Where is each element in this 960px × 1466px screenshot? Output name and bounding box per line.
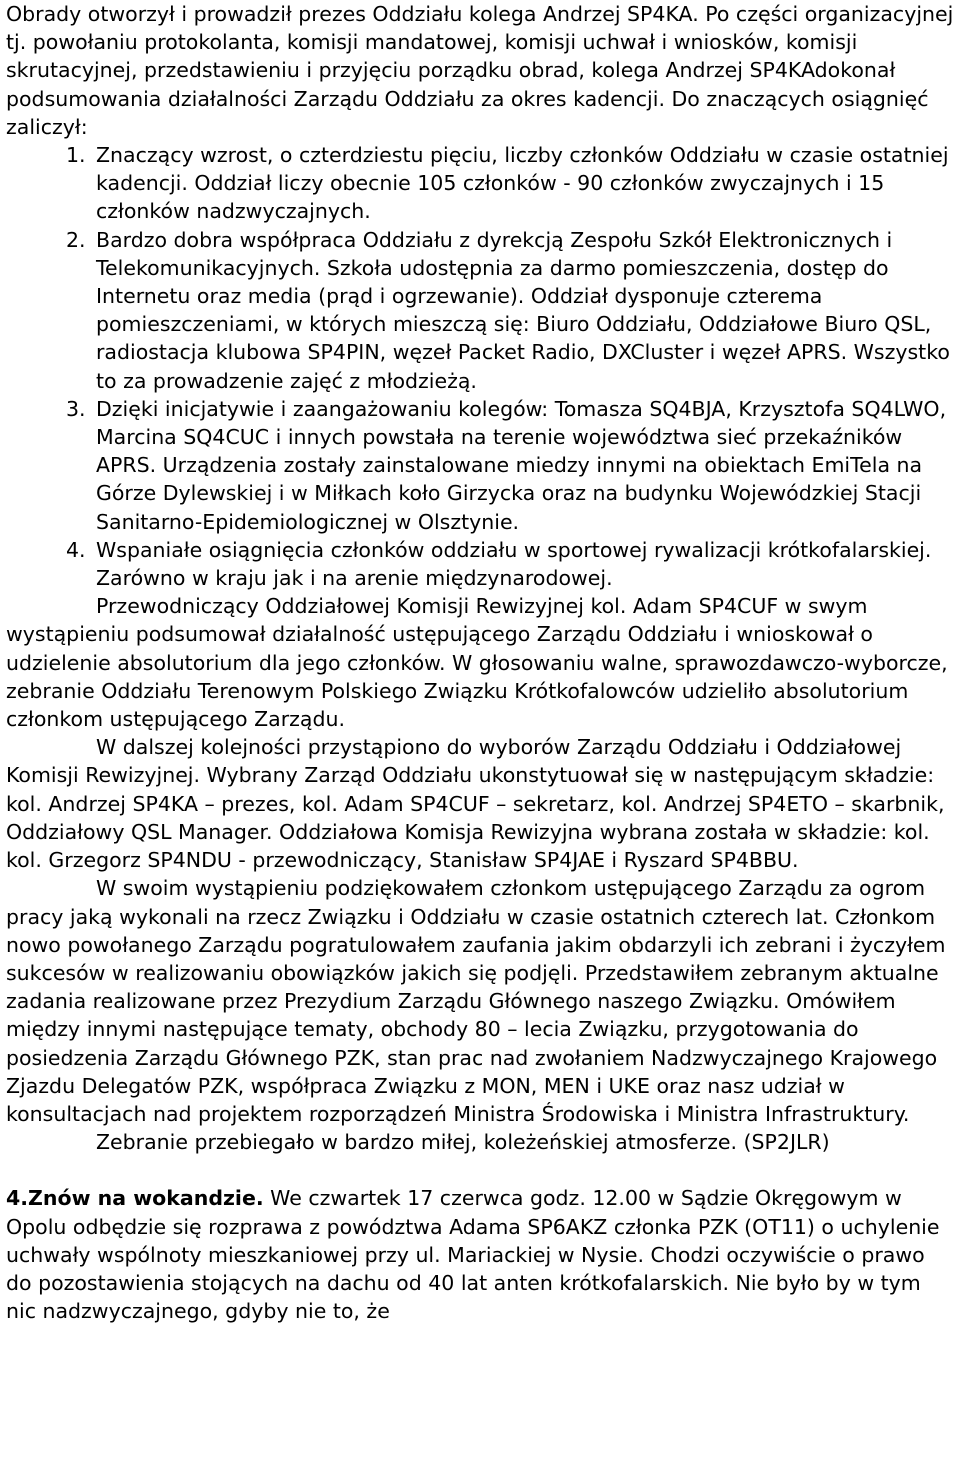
list-item [66,536,954,592]
list-item-text: Wspaniałe osiągnięcia członków oddziału w sportowej rywalizacji krótkofalarskiej. Zarówno w kraju jak i na arenie międzynarodowej. [96,537,932,591]
list-item [66,141,954,226]
list-item-text: Znaczący wzrost, o czterdziestu pięciu, liczby członków Oddziału w czasie ostatniej kadencji. Oddział liczy obecnie 105 członków - 90 członków zwyczajnych i 15 członków nadzwyczajnych. [96,143,949,224]
list-item-number: 2. [66,227,86,252]
list-item [66,395,954,536]
list-item-number: 3. [66,396,86,421]
body-paragraph-speech: W swoim wystąpieniu podziękowałem członkom ustępującego Zarządu za ogrom pracy jaką wykonali na rzecz Związku i Oddziału w czasie ostatnich czterech lat. Członkom nowo powołanego Zarządu pogratulowałem zaufania jakim obdarzyli ich zebrani i życzyłem sukcesów w realizowaniu obowiązków jakich się podjęli. Przedstawiłem zebranym aktualne zadania realizowane przez Prezydium Zarządu Głównego naszego Związku. Omówiłem między innymi następujące tematy, obchody 80 – lecia Związku, przygotowania do posiedzenia Zarządu Głównego PZK, stan prac nad zwołaniem Nadzwyczajnego Krajowego Zjazdu Delegatów PZK, współpraca Związku z MON, MEN i UKE oraz nasz udział w konsultacjach nad projektem rozporządzeń Ministra Środowiska i Ministra Infrastruktury. [6,876,946,1126]
list-item [66,226,954,395]
section-4-paragraph [6,1184,954,1325]
section-4-text: We czwartek 17 czerwca godz. 12.00 w Sądzie Okręgowym w Opolu odbędzie się rozprawa z powództwa Adama SP6AKZ członka PZK (OT11) o uchylenie uchwały wspólnoty mieszkaniowej przy ul. Mariackiej w Nysie. Chodzi oczywiście o prawo do pozostawienia stojących na dachu od 40 lat anten krótkofalarskich. Nie było by w tym nic nadzwyczajnego, gdyby nie to, że [6,1186,940,1324]
body-paragraph-closing: Zebranie przebiegało w bardzo miłej, koleżeńskiej atmosferze. (SP2JLR) [96,1130,830,1155]
section-4-title: 4.Znów na wokandzie. [6,1186,264,1211]
achievements-list [6,141,954,592]
list-item-text: Dzięki inicjatywie i zaangażowaniu kolegów: Tomasza SQ4BJA, Krzysztofa SQ4LWO, Marcina SQ4CUC i innych powstała na terenie województwa sieć przekaźników APRS. Urządzenia zostały zainstalowane miedzy innymi na obiektach EmiTela na Górze Dylewskiej i w Miłkach koło Girzycka oraz na budynku Wojewódzkiej Stacji Sanitarno-Epidemiologicznej w Olsztynie. [96,396,947,534]
list-item-number: 4. [66,537,86,562]
list-item-number: 1. [66,143,86,168]
body-paragraph-audit: Przewodniczący Oddziałowej Komisji Rewizyjnej kol. Adam SP4CUF w swym wystąpieniu podsumował działalność ustępującego Zarządu Oddziału i wnioskował o udzielenie absolutorium dla jego członków. W głosowaniu walne, sprawozdawczo-wyborcze, zebranie Oddziału Terenowym Polskiego Związku Krótkofalowców udzieliło absolutorium członkom ustępującego Zarządu. [6,594,948,732]
body-paragraph-elections: W dalszej kolejności przystąpiono do wyborów Zarządu Oddziału i Oddziałowej Komisji Rewizyjnej. Wybrany Zarząd Oddziału ukonstytuował się w następującym składzie: kol. Andrzej SP4KA – prezes, kol. Adam SP4CUF – sekretarz, kol. Andrzej SP4ETO – skarbnik, Oddziałowy QSL Manager. Oddziałowa Komisja Rewizyjna wybrana została w składzie: kol. kol. Grzegorz SP4NDU - przewodniczący, Stanisław SP4JAE i Ryszard SP4BBU. [6,735,945,873]
list-item-text: Bardzo dobra współpraca Oddziału z dyrekcją Zespołu Szkół Elektronicznych i Telekomunikacyjnych. Szkoła udostępnia za darmo pomieszczenia, dostęp do Internetu oraz media (prąd i ogrzewanie). Oddział dysponuje czterema pomieszczeniami, w których mieszczą się: Biuro Oddziału, Oddziałowe Biuro QSL, radiostacja klubowa SP4PIN, węzeł Packet Radio, DXCluster i węzeł APRS. Wszystko to za prowadzenie zajęć z młodzieżą. [96,227,950,393]
section-spacer [6,1156,954,1184]
intro-paragraph: Obrady otworzył i prowadził prezes Oddziału kolega Andrzej SP4KA. Po części organizacyjnej tj. powołaniu protokolanta, komisji mandatowej, komisji uchwał i wniosków, komisji skrutacyjnej, przedstawieniu i przyjęciu porządku obrad, kolega Andrzej SP4KAdokonał podsumowania działalności Zarządu Oddziału za okres kadencji. Do znaczących osiągnięć zaliczył: [6,2,954,139]
